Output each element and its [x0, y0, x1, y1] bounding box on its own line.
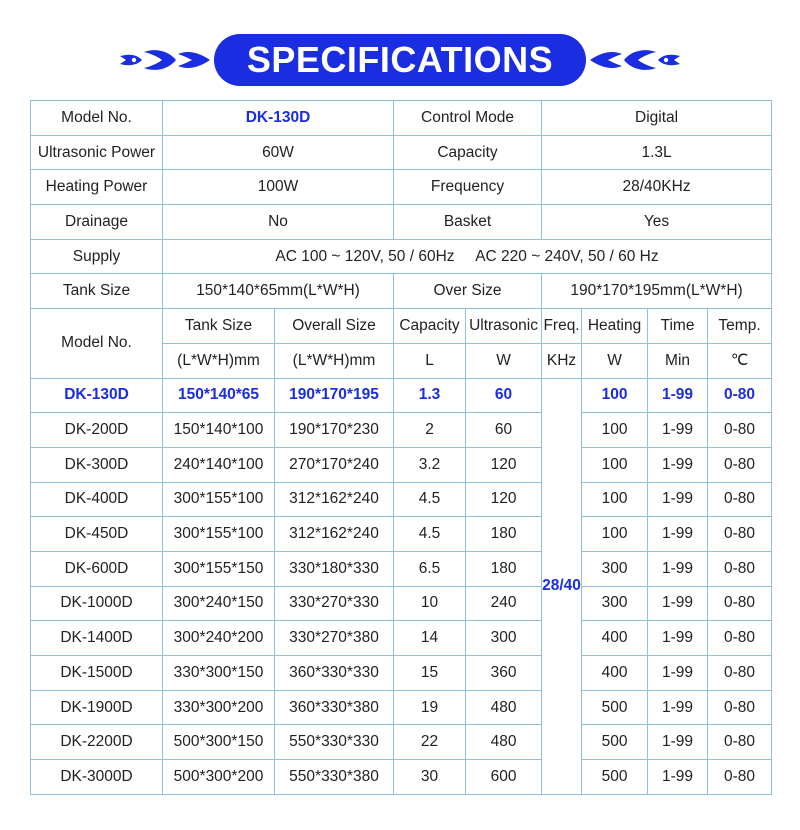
overall-size-cell: 312*162*240: [275, 482, 394, 517]
model-cell: DK-1400D: [31, 621, 163, 656]
ultrasonic-cell: 180: [466, 551, 542, 586]
summary-row: [31, 170, 772, 205]
ultrasonic-cell: 480: [466, 725, 542, 760]
overall-size-cell: 312*162*240: [275, 517, 394, 552]
temp-cell: 0-80: [708, 517, 772, 552]
overall-size-cell: 270*170*240: [275, 447, 394, 482]
ultrasonic-cell: 480: [466, 690, 542, 725]
overall-size-cell: 550*330*380: [275, 760, 394, 795]
column-header: Capacity: [394, 309, 466, 344]
model-cell: DK-1900D: [31, 690, 163, 725]
heating-cell: 100: [582, 482, 648, 517]
summary-label: Control Mode: [394, 101, 542, 136]
table-row: [31, 551, 772, 586]
supply-value: AC 100 ~ 120V, 50 / 60Hz AC 220 ~ 240V, 50 / 60 Hz: [163, 239, 772, 274]
heating-cell: 300: [582, 551, 648, 586]
time-cell: 1-99: [648, 482, 708, 517]
table-row: [31, 656, 772, 691]
capacity-cell: 1.3: [394, 378, 466, 413]
capacity-cell: 22: [394, 725, 466, 760]
temp-cell: 0-80: [708, 378, 772, 413]
table-row: [31, 413, 772, 448]
ornament-left-icon: [118, 46, 210, 74]
capacity-cell: 6.5: [394, 551, 466, 586]
temp-cell: 0-80: [708, 621, 772, 656]
summary-label: Basket: [394, 205, 542, 240]
column-unit: KHz: [542, 343, 582, 378]
overall-size-cell: 360*330*330: [275, 656, 394, 691]
capacity-cell: 4.5: [394, 482, 466, 517]
ultrasonic-cell: 180: [466, 517, 542, 552]
summary-value: 28/40KHz: [542, 170, 772, 205]
temp-cell: 0-80: [708, 551, 772, 586]
table-row: [31, 586, 772, 621]
header: [0, 0, 800, 100]
temp-cell: 0-80: [708, 413, 772, 448]
summary-value: 100W: [163, 170, 394, 205]
summary-value: 150*140*65mm(L*W*H): [163, 274, 394, 309]
summary-value: 1.3L: [542, 135, 772, 170]
table-row: [31, 621, 772, 656]
column-unit: W: [582, 343, 648, 378]
column-unit: (L*W*H)mm: [275, 343, 394, 378]
summary-label: Heating Power: [31, 170, 163, 205]
ultrasonic-cell: 60: [466, 413, 542, 448]
model-cell: DK-3000D: [31, 760, 163, 795]
overall-size-cell: 360*330*380: [275, 690, 394, 725]
tank-size-cell: 300*155*100: [163, 482, 275, 517]
tank-size-cell: 300*155*150: [163, 551, 275, 586]
heating-cell: 400: [582, 621, 648, 656]
summary-label: Drainage: [31, 205, 163, 240]
summary-label: Tank Size: [31, 274, 163, 309]
tank-size-cell: 500*300*150: [163, 725, 275, 760]
capacity-cell: 2: [394, 413, 466, 448]
time-cell: 1-99: [648, 447, 708, 482]
summary-value: DK-130D: [163, 101, 394, 136]
model-cell: DK-2200D: [31, 725, 163, 760]
tank-size-cell: 330*300*200: [163, 690, 275, 725]
summary-value: Yes: [542, 205, 772, 240]
summary-label: Model No.: [31, 101, 163, 136]
temp-cell: 0-80: [708, 482, 772, 517]
overall-size-cell: 190*170*195: [275, 378, 394, 413]
model-rows: [31, 378, 772, 794]
temp-cell: 0-80: [708, 586, 772, 621]
model-cell: DK-1000D: [31, 586, 163, 621]
temp-cell: 0-80: [708, 656, 772, 691]
table-header-row: [31, 309, 772, 344]
tank-size-cell: 300*240*150: [163, 586, 275, 621]
column-header: Time: [648, 309, 708, 344]
overall-size-cell: 190*170*230: [275, 413, 394, 448]
tank-size-cell: 330*300*150: [163, 656, 275, 691]
temp-cell: 0-80: [708, 760, 772, 795]
ultrasonic-cell: 300: [466, 621, 542, 656]
table-row: [31, 378, 772, 413]
column-unit: ℃: [708, 343, 772, 378]
column-header-model: Model No.: [31, 309, 163, 378]
column-unit: L: [394, 343, 466, 378]
summary-row: [31, 205, 772, 240]
ultrasonic-cell: 600: [466, 760, 542, 795]
overall-size-cell: 330*270*330: [275, 586, 394, 621]
summary-row: [31, 101, 772, 136]
temp-cell: 0-80: [708, 690, 772, 725]
capacity-cell: 19: [394, 690, 466, 725]
summary-value: Digital: [542, 101, 772, 136]
ornament-right-icon: [590, 46, 682, 74]
heating-cell: 400: [582, 656, 648, 691]
column-header: Freq.: [542, 309, 582, 344]
overall-size-cell: 550*330*330: [275, 725, 394, 760]
column-header: Temp.: [708, 309, 772, 344]
column-header: Tank Size: [163, 309, 275, 344]
time-cell: 1-99: [648, 690, 708, 725]
table-row: [31, 725, 772, 760]
model-cell: DK-130D: [31, 378, 163, 413]
model-cell: DK-450D: [31, 517, 163, 552]
capacity-cell: 10: [394, 586, 466, 621]
capacity-cell: 4.5: [394, 517, 466, 552]
tank-size-cell: 150*140*100: [163, 413, 275, 448]
column-header: Overall Size: [275, 309, 394, 344]
temp-cell: 0-80: [708, 447, 772, 482]
model-cell: DK-300D: [31, 447, 163, 482]
tank-size-cell: 150*140*65: [163, 378, 275, 413]
overall-size-cell: 330*270*380: [275, 621, 394, 656]
time-cell: 1-99: [648, 378, 708, 413]
table-row: [31, 447, 772, 482]
tank-size-cell: 240*140*100: [163, 447, 275, 482]
summary-label: Over Size: [394, 274, 542, 309]
summary-value: No: [163, 205, 394, 240]
capacity-cell: 3.2: [394, 447, 466, 482]
capacity-cell: 14: [394, 621, 466, 656]
summary-label: Frequency: [394, 170, 542, 205]
column-unit: (L*W*H)mm: [163, 343, 275, 378]
time-cell: 1-99: [648, 656, 708, 691]
tank-size-cell: 300*240*200: [163, 621, 275, 656]
heating-cell: 100: [582, 378, 648, 413]
summary-label: Capacity: [394, 135, 542, 170]
heating-cell: 500: [582, 725, 648, 760]
time-cell: 1-99: [648, 621, 708, 656]
column-unit: Min: [648, 343, 708, 378]
model-cell: DK-200D: [31, 413, 163, 448]
capacity-cell: 15: [394, 656, 466, 691]
time-cell: 1-99: [648, 517, 708, 552]
heating-cell: 100: [582, 413, 648, 448]
spec-table: [30, 100, 772, 795]
heating-cell: 100: [582, 517, 648, 552]
overall-size-cell: 330*180*330: [275, 551, 394, 586]
tank-size-cell: 300*155*100: [163, 517, 275, 552]
summary-label: Ultrasonic Power: [31, 135, 163, 170]
temp-cell: 0-80: [708, 725, 772, 760]
heating-cell: 300: [582, 586, 648, 621]
ultrasonic-cell: 240: [466, 586, 542, 621]
time-cell: 1-99: [648, 551, 708, 586]
page-title: SPECIFICATIONS: [214, 34, 586, 86]
ultrasonic-cell: 120: [466, 447, 542, 482]
model-cell: DK-600D: [31, 551, 163, 586]
time-cell: 1-99: [648, 725, 708, 760]
model-cell: DK-400D: [31, 482, 163, 517]
summary-row: [31, 274, 772, 309]
heating-cell: 100: [582, 447, 648, 482]
time-cell: 1-99: [648, 413, 708, 448]
summary-row: [31, 239, 772, 274]
summary-row: [31, 135, 772, 170]
table-row: [31, 690, 772, 725]
time-cell: 1-99: [648, 586, 708, 621]
summary-value: 190*170*195mm(L*W*H): [542, 274, 772, 309]
frequency-cell: 28/40: [542, 378, 582, 794]
table-row: [31, 517, 772, 552]
ultrasonic-cell: 360: [466, 656, 542, 691]
model-cell: DK-1500D: [31, 656, 163, 691]
summary-value: 60W: [163, 135, 394, 170]
heating-cell: 500: [582, 690, 648, 725]
tank-size-cell: 500*300*200: [163, 760, 275, 795]
ultrasonic-cell: 60: [466, 378, 542, 413]
column-header: Ultrasonic: [466, 309, 542, 344]
summary-label: Supply: [31, 239, 163, 274]
heating-cell: 500: [582, 760, 648, 795]
ultrasonic-cell: 120: [466, 482, 542, 517]
time-cell: 1-99: [648, 760, 708, 795]
table-row: [31, 760, 772, 795]
column-header: Heating: [582, 309, 648, 344]
table-row: [31, 482, 772, 517]
column-unit: W: [466, 343, 542, 378]
capacity-cell: 30: [394, 760, 466, 795]
